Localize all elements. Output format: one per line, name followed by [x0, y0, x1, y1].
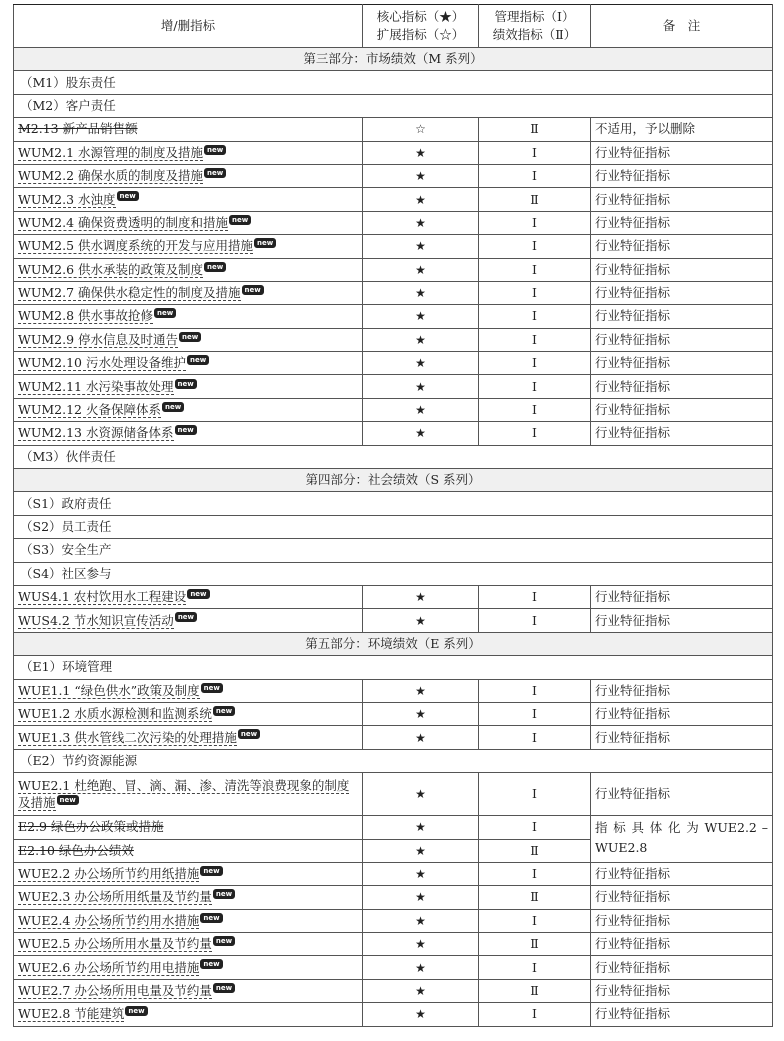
new-badge-icon: new: [162, 402, 184, 412]
core-star-icon: ★: [415, 787, 426, 802]
table-row: [14, 235, 773, 258]
indicator-name: WUE1.1 “绿色供水”政策及制度: [18, 682, 200, 698]
indicator-name: WUM2.7 确保供水稳定性的制度及措施: [18, 285, 241, 301]
table-row: [14, 585, 773, 608]
indicator-type: Ⅱ: [479, 839, 591, 862]
core-star-icon: ★: [415, 730, 426, 745]
table-row: [14, 352, 773, 375]
indicator-table: [13, 4, 773, 1027]
core-star-icon: ★: [415, 960, 426, 975]
core-mark: [363, 702, 479, 725]
indicator-name: WUE2.5 办公场所用水量及节约量: [18, 936, 212, 952]
table-row: [14, 886, 773, 909]
indicator-type: Ⅰ: [479, 211, 591, 234]
indicator-name: E2.9 绿色办公政策或措施: [18, 819, 164, 835]
new-badge-icon: new: [200, 959, 222, 969]
remark: 行业特征指标: [591, 585, 773, 608]
core-mark: [363, 609, 479, 632]
header-performance-label: 绩效指标（Ⅱ）: [492, 27, 577, 42]
indicator-name: WUM2.9 停水信息及时通告: [18, 331, 179, 347]
core-mark: [363, 726, 479, 749]
core-star-icon: ★: [415, 426, 426, 441]
remark: 行业特征指标: [591, 188, 773, 211]
core-mark: [363, 352, 479, 375]
table-row: [14, 1003, 773, 1026]
table-row: [14, 118, 773, 141]
new-badge-icon: new: [125, 1006, 147, 1016]
table-row: [14, 281, 773, 304]
core-star-icon: ★: [415, 403, 426, 418]
remark: 行业特征指标: [591, 933, 773, 956]
table-row: [14, 933, 773, 956]
indicator-type: Ⅰ: [479, 609, 591, 632]
indicator-name: WUE2.7 办公场所用电量及节约量: [18, 983, 212, 999]
indicator-type: Ⅰ: [479, 398, 591, 421]
indicator-name-cell: [14, 352, 363, 375]
remark: 行业特征指标: [591, 609, 773, 632]
core-mark: [363, 816, 479, 839]
indicator-name-cell: [14, 839, 363, 862]
new-badge-icon: new: [238, 729, 260, 739]
header-management-performance: [479, 5, 591, 48]
indicator-name: WUM2.10 污水处理设备维护: [18, 355, 186, 371]
indicator-name-cell: [14, 933, 363, 956]
new-badge-icon: new: [187, 589, 209, 599]
remark: 行业特征指标: [591, 398, 773, 421]
header-management-label: 管理指标（Ⅰ）: [494, 9, 575, 24]
indicator-name: WUM2.6 供水承装的政策及制度: [18, 261, 204, 277]
indicator-type: Ⅰ: [479, 258, 591, 281]
core-mark: [363, 188, 479, 211]
new-badge-icon: new: [213, 889, 235, 899]
table-row: [14, 702, 773, 725]
remark: 行业特征指标: [591, 886, 773, 909]
indicator-name-cell: [14, 702, 363, 725]
header-remarks: 备 注: [591, 5, 773, 48]
group-row: [14, 71, 773, 94]
core-mark: [363, 585, 479, 608]
indicator-name-cell: [14, 375, 363, 398]
table-header-row: [14, 5, 773, 48]
section-title: 第五部分：环境绩效（E 系列）: [14, 632, 773, 655]
indicator-name-cell: [14, 118, 363, 141]
remark-line: WUE2.8: [595, 840, 648, 856]
new-badge-icon: new: [204, 168, 226, 178]
table-row: [14, 375, 773, 398]
new-badge-icon: new: [175, 379, 197, 389]
new-badge-icon: new: [213, 936, 235, 946]
remark-line: 指 标 具 体 化 为 WUE2.2 –: [595, 820, 768, 836]
indicator-name-cell: [14, 886, 363, 909]
core-mark: [363, 422, 479, 445]
core-mark: [363, 979, 479, 1002]
indicator-name-cell: [14, 422, 363, 445]
table-row: [14, 164, 773, 187]
remark: 行业特征指标: [591, 422, 773, 445]
header-core-label: 核心指标（★）: [376, 9, 465, 24]
new-badge-icon: new: [175, 425, 197, 435]
group-row: [14, 515, 773, 538]
remark: 行业特征指标: [591, 909, 773, 932]
core-mark: [363, 862, 479, 885]
new-badge-icon: new: [179, 332, 201, 342]
new-badge-icon: new: [57, 795, 79, 805]
core-mark: [363, 235, 479, 258]
indicator-name-cell: [14, 328, 363, 351]
indicator-name-cell: [14, 862, 363, 885]
group-row: [14, 539, 773, 562]
remark: 行业特征指标: [591, 164, 773, 187]
indicator-type: Ⅰ: [479, 375, 591, 398]
remark: 行业特征指标: [591, 1003, 773, 1026]
new-badge-icon: new: [242, 285, 264, 295]
remark: 行业特征指标: [591, 328, 773, 351]
new-badge-icon: new: [175, 612, 197, 622]
indicator-name-cell: [14, 585, 363, 608]
new-badge-icon: new: [229, 215, 251, 225]
core-star-icon: ★: [415, 262, 426, 277]
core-star-icon: ★: [415, 890, 426, 905]
indicator-type: Ⅰ: [479, 352, 591, 375]
indicator-type: Ⅰ: [479, 816, 591, 839]
table-row: [14, 422, 773, 445]
group-title: （S4）社区参与: [14, 562, 773, 585]
group-row: [14, 749, 773, 772]
table-row: [14, 979, 773, 1002]
group-row: [14, 492, 773, 515]
indicator-type: Ⅰ: [479, 164, 591, 187]
remark: 行业特征指标: [591, 141, 773, 164]
indicator-name-cell: [14, 141, 363, 164]
new-badge-icon: new: [213, 983, 235, 993]
new-badge-icon: new: [254, 238, 276, 248]
group-title: （M1）股东责任: [14, 71, 773, 94]
remark: 不适用，予以删除: [591, 118, 773, 141]
indicator-name-cell: [14, 909, 363, 932]
table-row: [14, 211, 773, 234]
group-title: （M2）客户责任: [14, 94, 773, 117]
core-star-icon: ★: [415, 239, 426, 254]
core-star-icon: ★: [415, 379, 426, 394]
table-row: [14, 141, 773, 164]
core-star-icon: ★: [415, 332, 426, 347]
core-mark: [363, 211, 479, 234]
core-star-icon: ★: [415, 707, 426, 722]
indicator-type: Ⅰ: [479, 305, 591, 328]
core-star-icon: ★: [415, 613, 426, 628]
indicator-name-cell: [14, 281, 363, 304]
core-mark: [363, 679, 479, 702]
header-core-extended: [363, 5, 479, 48]
core-mark: [363, 375, 479, 398]
table-row: [14, 305, 773, 328]
core-mark: [363, 118, 479, 141]
remark: 行业特征指标: [591, 375, 773, 398]
indicator-name-cell: [14, 726, 363, 749]
indicator-name: WUM2.12 火备保障体系: [18, 402, 161, 418]
indicator-name-cell: [14, 398, 363, 421]
core-star-icon: ★: [415, 309, 426, 324]
core-star-icon: ★: [415, 984, 426, 999]
core-star-icon: ★: [415, 683, 426, 698]
table-row: [14, 816, 773, 839]
new-badge-icon: new: [204, 262, 226, 272]
indicator-name-cell: [14, 188, 363, 211]
indicator-name: WUE2.4 办公场所节约用水措施: [18, 912, 200, 928]
remark: 行业特征指标: [591, 281, 773, 304]
indicator-name-cell: [14, 773, 363, 816]
indicator-type: Ⅰ: [479, 956, 591, 979]
section-title: 第三部分：市场绩效（M 系列）: [14, 48, 773, 71]
indicator-type: Ⅰ: [479, 422, 591, 445]
indicator-type: Ⅰ: [479, 585, 591, 608]
table-row: [14, 773, 773, 816]
indicator-name: WUM2.2 确保水质的制度及措施: [18, 168, 204, 184]
indicator-type: Ⅰ: [479, 702, 591, 725]
remark: 行业特征指标: [591, 305, 773, 328]
indicator-name-cell: [14, 979, 363, 1002]
table-row: [14, 398, 773, 421]
indicator-name-cell: [14, 956, 363, 979]
group-row: [14, 94, 773, 117]
remark: 行业特征指标: [591, 979, 773, 1002]
indicator-type: Ⅰ: [479, 726, 591, 749]
indicator-type: Ⅱ: [479, 188, 591, 211]
indicator-type: Ⅱ: [479, 979, 591, 1002]
remark: 行业特征指标: [591, 702, 773, 725]
indicator-type: Ⅰ: [479, 141, 591, 164]
indicator-name: M2.13 新产品销售额: [18, 121, 138, 137]
group-row: [14, 562, 773, 585]
core-star-icon: ★: [415, 843, 426, 858]
indicator-name-cell: [14, 258, 363, 281]
core-mark: [363, 398, 479, 421]
core-mark: [363, 141, 479, 164]
core-mark: [363, 886, 479, 909]
indicator-name: WUM2.13 水资源储备体系: [18, 425, 174, 441]
core-star-icon: ★: [415, 590, 426, 605]
indicator-type: Ⅰ: [479, 679, 591, 702]
indicator-name: E2.10 绿色办公绩效: [18, 842, 134, 858]
indicator-name: WUE2.2 办公场所节约用纸措施: [18, 866, 200, 882]
new-badge-icon: new: [204, 145, 226, 155]
indicator-name-cell: [14, 609, 363, 632]
indicator-name-cell: [14, 211, 363, 234]
new-badge-icon: new: [201, 683, 223, 693]
indicator-type: Ⅰ: [479, 281, 591, 304]
indicator-name-cell: [14, 235, 363, 258]
header-extended-label: 扩展指标（☆）: [376, 27, 465, 42]
group-title: （S1）政府责任: [14, 492, 773, 515]
indicator-name: WUM2.11 水污染事故处理: [18, 378, 174, 394]
indicator-name: WUE2.3 办公场所用纸量及节约量: [18, 889, 212, 905]
group-title: （E2）节约资源能源: [14, 749, 773, 772]
core-star-icon: ★: [415, 356, 426, 371]
indicator-name: WUE1.3 供水管线二次污染的处理措施: [18, 729, 237, 745]
new-badge-icon: new: [187, 355, 209, 365]
remark: 行业特征指标: [591, 679, 773, 702]
indicator-name: WUM2.8 供水事故抢修: [18, 308, 154, 324]
group-title: （E1）环境管理: [14, 656, 773, 679]
table-row: [14, 679, 773, 702]
core-mark: [363, 305, 479, 328]
section-row: [14, 632, 773, 655]
new-badge-icon: new: [200, 913, 222, 923]
core-mark: [363, 773, 479, 816]
indicator-type: Ⅱ: [479, 118, 591, 141]
indicator-type: Ⅱ: [479, 886, 591, 909]
indicator-name: WUM2.3 水浊度: [18, 191, 116, 207]
indicator-name: WUE2.6 办公场所节约用电措施: [18, 959, 200, 975]
table-row: [14, 609, 773, 632]
indicator-name: WUM2.4 确保资费透明的制度和措施: [18, 214, 229, 230]
remark: 行业特征指标: [591, 235, 773, 258]
indicator-name-cell: [14, 816, 363, 839]
core-star-icon: ★: [415, 937, 426, 952]
indicator-type: Ⅰ: [479, 328, 591, 351]
core-mark: [363, 839, 479, 862]
core-star-icon: ★: [415, 820, 426, 835]
core-star-icon: ★: [415, 867, 426, 882]
table-row: [14, 188, 773, 211]
table-row: [14, 956, 773, 979]
indicator-name: WUM2.1 水源管理的制度及措施: [18, 144, 204, 160]
core-star-icon: ★: [415, 913, 426, 928]
section-title: 第四部分：社会绩效（S 系列）: [14, 469, 773, 492]
core-mark: [363, 909, 479, 932]
indicator-name-cell: [14, 305, 363, 328]
core-mark: [363, 281, 479, 304]
new-badge-icon: new: [154, 308, 176, 318]
remark: [591, 816, 773, 863]
new-badge-icon: new: [117, 191, 139, 201]
table-row: [14, 862, 773, 885]
indicator-type: Ⅰ: [479, 909, 591, 932]
indicator-name-cell: [14, 679, 363, 702]
table-row: [14, 909, 773, 932]
new-badge-icon: new: [213, 706, 235, 716]
section-row: [14, 469, 773, 492]
remark: 行业特征指标: [591, 258, 773, 281]
group-title: （M3）伙伴责任: [14, 445, 773, 468]
remark: 行业特征指标: [591, 956, 773, 979]
indicator-name: WUE1.2 水质水源检测和监测系统: [18, 706, 212, 722]
core-star-icon: ★: [415, 1007, 426, 1022]
indicator-name: WUE2.1 杜绝跑、冒、滴、漏、渗、清洗等浪费现象的制度及措施: [18, 778, 350, 811]
indicator-name: WUE2.8 节能建筑: [18, 1006, 125, 1022]
remark: 行业特征指标: [591, 862, 773, 885]
core-star-icon: ★: [415, 192, 426, 207]
indicator-name: WUM2.5 供水调度系统的开发与应用措施: [18, 238, 254, 254]
table-row: [14, 328, 773, 351]
core-star-icon: ★: [415, 286, 426, 301]
group-title: （S2）员工责任: [14, 515, 773, 538]
core-star-icon: ★: [415, 215, 426, 230]
indicator-type: Ⅰ: [479, 235, 591, 258]
core-mark: [363, 1003, 479, 1026]
remark: 行业特征指标: [591, 352, 773, 375]
indicator-table-document: [13, 4, 772, 1027]
new-badge-icon: new: [200, 866, 222, 876]
core-star-icon: ★: [415, 169, 426, 184]
indicator-type: Ⅰ: [479, 773, 591, 816]
indicator-name-cell: [14, 1003, 363, 1026]
section-row: [14, 48, 773, 71]
core-star-icon: ☆: [415, 122, 426, 137]
indicator-type: Ⅰ: [479, 862, 591, 885]
core-mark: [363, 258, 479, 281]
indicator-name: WUS4.2 节水知识宣传活动: [18, 612, 174, 628]
table-row: [14, 258, 773, 281]
remark: 行业特征指标: [591, 726, 773, 749]
core-mark: [363, 328, 479, 351]
remark: 行业特征指标: [591, 211, 773, 234]
group-row: [14, 656, 773, 679]
core-mark: [363, 956, 479, 979]
core-mark: [363, 933, 479, 956]
group-title: （S3）安全生产: [14, 539, 773, 562]
indicator-name-cell: [14, 164, 363, 187]
group-row: [14, 445, 773, 468]
remark: 行业特征指标: [591, 773, 773, 816]
core-star-icon: ★: [415, 145, 426, 160]
core-mark: [363, 164, 479, 187]
indicator-type: Ⅰ: [479, 1003, 591, 1026]
table-row: [14, 726, 773, 749]
indicator-name: WUS4.1 农村饮用水工程建设: [18, 589, 187, 605]
indicator-type: Ⅱ: [479, 933, 591, 956]
header-indicator: 增/删指标: [14, 5, 363, 48]
